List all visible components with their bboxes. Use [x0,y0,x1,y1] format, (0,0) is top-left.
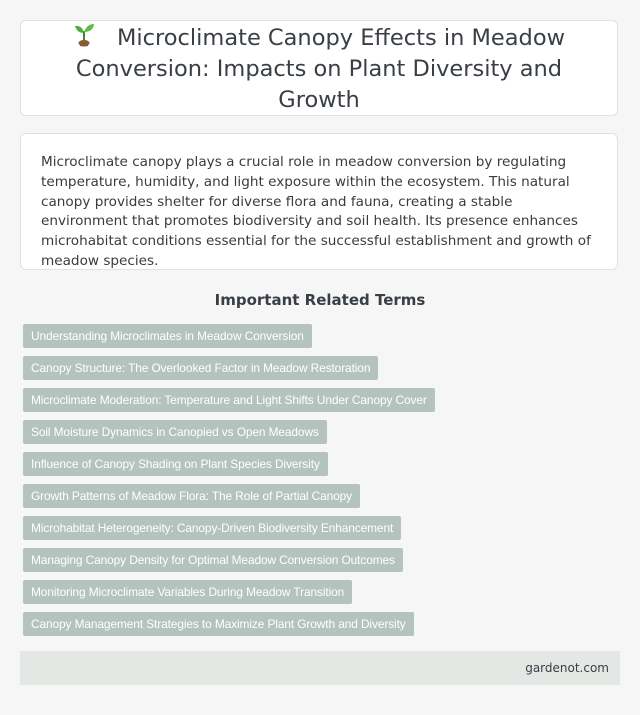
intro-paragraph: Microclimate canopy plays a crucial role in meadow conversion by regulating temperature, humidity, and light exposure within the ecosystem. This natural canopy provides shelter for diverse flora and fauna, creating a stable environment that promotes biodiversity and soil health. Its presence enhances microhabitat conditions essential for the successful establishment and growth of meadow species. [41,154,591,269]
title-card [20,20,618,116]
related-term-link[interactable]: Canopy Structure: The Overlooked Factor in Meadow Restoration [23,356,378,380]
page-title-text: Microclimate Canopy Effects in Meadow Conversion: Impacts on Plant Diversity and Growth [75,24,565,113]
footer-site-link[interactable]: gardenot.com [525,661,609,675]
related-term-link[interactable]: Influence of Canopy Shading on Plant Species Diversity [23,452,328,476]
related-term-link[interactable]: Understanding Microclimates in Meadow Conversion [23,324,312,348]
related-terms-list [23,324,623,644]
related-terms-heading: Important Related Terms [214,291,426,309]
related-term-link[interactable]: Monitoring Microclimate Variables During Meadow Transition [23,580,352,604]
footer [20,651,620,685]
intro-card [20,133,618,270]
seedling-icon [73,21,95,47]
page-title [21,21,617,116]
related-term-link[interactable]: Growth Patterns of Meadow Flora: The Role of Partial Canopy [23,484,360,508]
related-term-link[interactable]: Microhabitat Heterogeneity: Canopy-Driven Biodiversity Enhancement [23,516,401,540]
related-term-link[interactable]: Canopy Management Strategies to Maximize Plant Growth and Diversity [23,612,414,636]
related-term-link[interactable]: Microclimate Moderation: Temperature and Light Shifts Under Canopy Cover [23,388,435,412]
related-term-link[interactable]: Managing Canopy Density for Optimal Meadow Conversion Outcomes [23,548,403,572]
related-term-link[interactable]: Soil Moisture Dynamics in Canopied vs Open Meadows [23,420,327,444]
